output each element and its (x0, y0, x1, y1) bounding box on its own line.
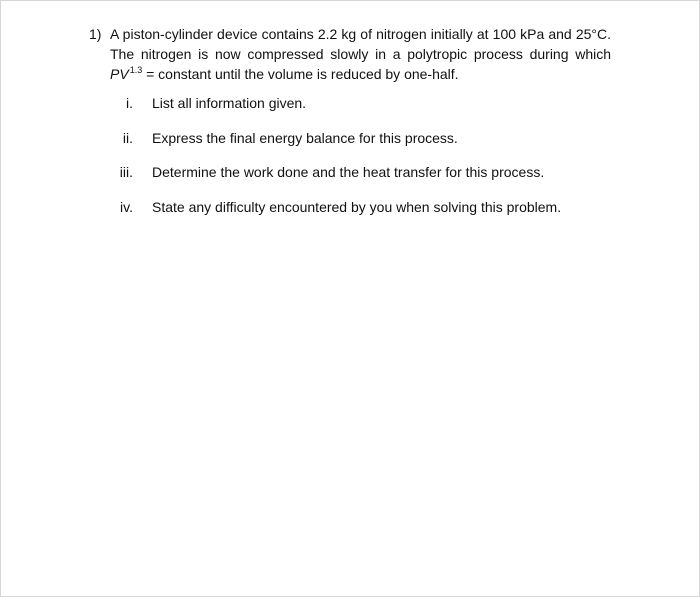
subquestion-text: List all information given. (152, 95, 307, 111)
formula-tail: = constant until the volume is reduced by one-half. (146, 66, 459, 82)
subquestion-list (1, 1, 700, 598)
subquestion-text: Express the final energy balance for this process. (152, 130, 458, 146)
subquestion-text: State any difficulty encountered by you when solving this problem. (152, 199, 562, 215)
question-line-2: The nitrogen is now compressed slowly in a polytropic process during which (110, 46, 611, 62)
subquestion-numeral: ii. (122, 130, 133, 146)
subquestion-numeral: i. (126, 95, 133, 111)
question-number: 1) (89, 26, 102, 42)
formula-variable: PV (110, 66, 129, 82)
subquestion-text: Determine the work done and the heat transfer for this process. (152, 164, 545, 180)
subquestion-numeral: iv. (120, 199, 133, 215)
subquestion-numeral: iii. (119, 164, 133, 180)
formula-exponent: 1.3 (129, 65, 143, 75)
question-line-1: A piston-cylinder device contains 2.2 kg of nitrogen initially at 100 kPa and 25°C. (110, 26, 611, 42)
